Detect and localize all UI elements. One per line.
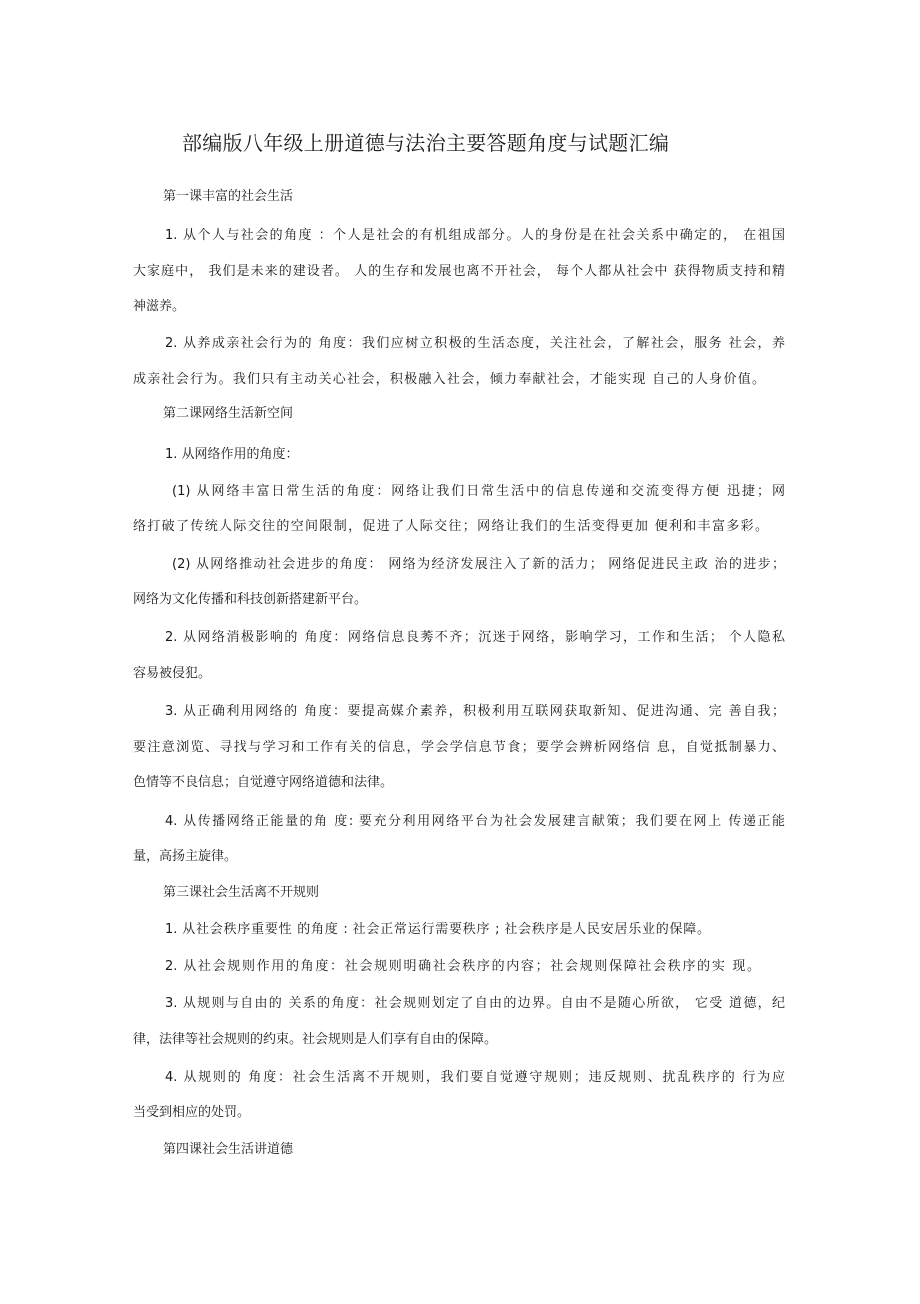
paragraph-line: (2) 从网络推动社会进步的角度： 网络为经济发展注入了新的活力； 网络促进民主政 治的进步；: [172, 557, 785, 572]
paragraph-line: 成亲社会行为。我们只有主动关心社会，积极融入社会，倾力奉献社会，才能实现 自己的人身价值。: [133, 372, 765, 387]
paragraph-line: 2. 从养成亲社会行为的 角度：我们应树立积极的生活态度，关注社会，了解社会，服务 社会，养: [165, 336, 785, 351]
paragraph-line: 量，高扬主旋律。: [133, 849, 238, 864]
paragraph-line: 1. 从个人与社会的角度 ：个人是社会的有机组成部分。人的身份是在社会关系中确定的， 在祖国: [165, 228, 785, 243]
paragraph-line: 3. 从正确利用网络的 角度：要提高媒介素养，积极利用互联网获取新知、促进沟通、完 善自我；: [165, 704, 785, 719]
lesson-heading: 第一课丰富的社会生活: [163, 189, 294, 204]
lesson-heading: 第二课网络生活新空间: [163, 406, 294, 421]
document-title: 部编版八年级上册道德与法治主要答题角度与试题汇编: [182, 131, 670, 155]
paragraph-line: 3. 从规则与自由的 关系的角度：社会规则划定了自由的边界。自由不是随心所欲， 它受 道德，纪: [165, 996, 785, 1011]
paragraph-line: 要注意浏览、寻找与学习和工作有关的信息，学会学信息节食；要学会辨析网络信 息，自觉抵制暴力、: [133, 740, 785, 755]
paragraph-line: 当受到相应的处罚。: [133, 1105, 251, 1120]
paragraph-line: 2. 从网络消极影响的 角度：网络信息良莠不齐；沉迷于网络，影响学习，工作和生活； 个人隐私: [165, 630, 785, 645]
paragraph-line: 2. 从社会规则作用的角度：社会规则明确社会秩序的内容；社会规则保障社会秩序的实 现。: [165, 959, 760, 974]
lesson-heading: 第三课社会生活离不开规则: [163, 885, 320, 900]
paragraph-line: 容易被侵犯。: [133, 666, 212, 681]
paragraph-line: 网络为文化传播和科技创新搭建新平台。: [133, 592, 368, 607]
paragraph-line: 4. 从传播网络正能量的角 度: 要充分利用网络平台为社会发展建言献策；我们要在网上 传递正能: [165, 814, 785, 829]
paragraph-line: 4. 从规则的 角度：社会生活离不开规则，我们要自觉遵守规则；违反规则、扰乱秩序的 行为应: [165, 1070, 785, 1085]
paragraph-line: 1. 从社会秩序重要性 的角度 : 社会正常运行需要秩序 ; 社会秩序是人民安居乐业的保障。: [165, 922, 710, 937]
paragraph-line: 神滋养。: [133, 299, 186, 314]
paragraph-line: (1) 从网络丰富日常生活的角度：网络让我们日常生活中的信息传递和交流变得方便 迅捷；网: [172, 484, 785, 499]
lesson-heading: 第四课社会生活讲道德: [163, 1142, 294, 1157]
paragraph-line: 色情等不良信息；自觉遵守网络道德和法律。: [133, 775, 394, 790]
paragraph-line: 络打破了传统人际交往的空间限制，促进了人际交往；网络让我们的生活变得更加 便利和丰富多彩。: [133, 519, 768, 534]
paragraph-line: 1. 从网络作用的角度：: [165, 447, 299, 462]
paragraph-line: 律，法律等社会规则的约束。社会规则是人们享有自由的保障。: [133, 1032, 498, 1047]
paragraph-line: 大家庭中， 我们是未来的建设者。 人的生存和发展也离不开社会， 每个人都从社会中 获得物质支持和精: [133, 264, 785, 279]
